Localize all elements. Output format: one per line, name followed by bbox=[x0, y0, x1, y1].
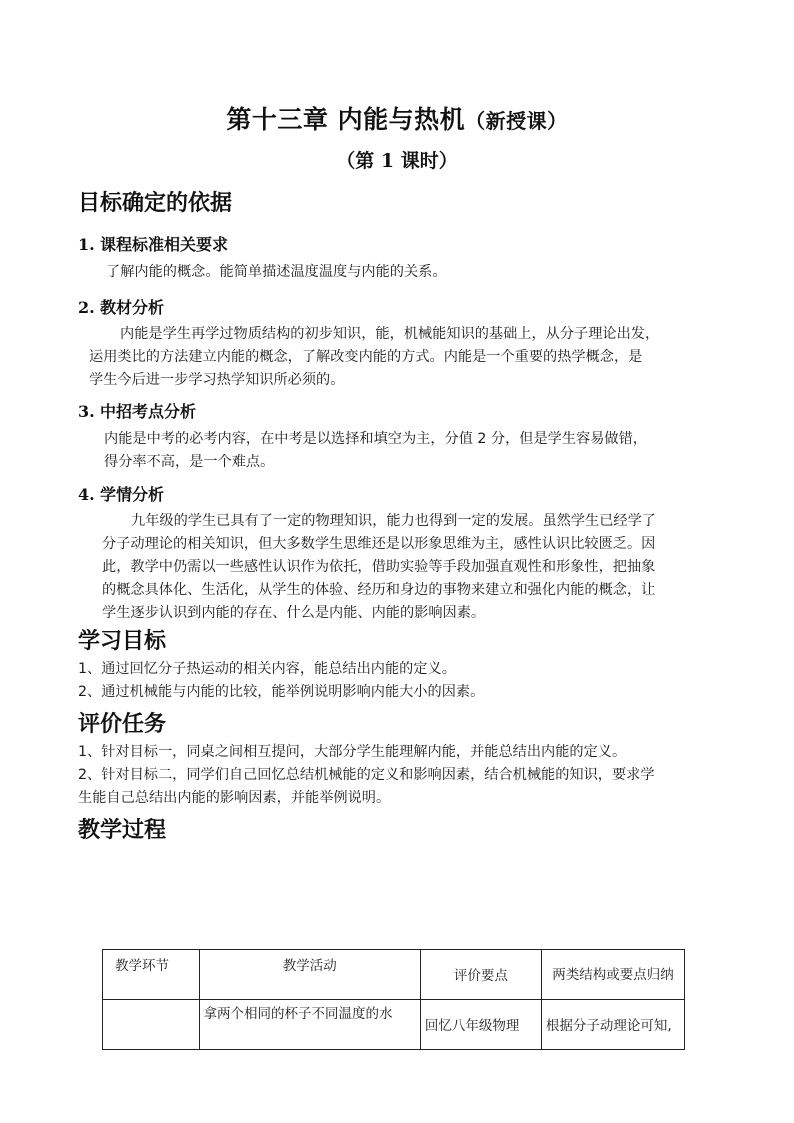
subheading-number: 1. bbox=[78, 235, 95, 254]
subheading-label: 教材分析 bbox=[100, 298, 165, 317]
page-title bbox=[0, 100, 794, 136]
table-header-cell: 评价要点 bbox=[420, 950, 541, 1000]
learners-line-3: 此，教学中仍需以一些感性认识作为依托，借助实验等手段加强直观性和形象性，把抽象 bbox=[102, 559, 656, 575]
learners-line-1: 九年级的学生已具有了一定的物理知识，能力也得到一定的发展。虽然学生已经学了 bbox=[131, 513, 656, 529]
table-cell: 根据分子动理论可知, bbox=[541, 1000, 684, 1050]
subheading-number: 4. bbox=[78, 485, 95, 504]
subheading-label: 学情分析 bbox=[100, 485, 165, 504]
table-header-cell: 教学活动 bbox=[199, 950, 420, 1000]
task-item-1: 1、针对目标一，同桌之间相互提问，大部分学生能理解内能，并能总结出内能的定义。 bbox=[78, 744, 627, 760]
section-heading-process: 教学过程 bbox=[78, 817, 167, 843]
section-heading-tasks: 评价任务 bbox=[78, 711, 167, 737]
section-heading-basis: 目标确定的依据 bbox=[78, 190, 233, 216]
table-cell: 回忆八年级物理 bbox=[420, 1000, 541, 1050]
section-heading-goals: 学习目标 bbox=[78, 628, 167, 654]
subheading-label: 课程标准相关要求 bbox=[100, 235, 229, 254]
subheading-number: 2. bbox=[78, 298, 95, 317]
subheading-label: 中招考点分析 bbox=[100, 402, 197, 421]
task-item-2-line-2: 生能自己总结出内能的影响因素，并能举例说明。 bbox=[78, 790, 391, 806]
subheading-exam bbox=[78, 399, 196, 422]
subheading-number: 3. bbox=[78, 402, 95, 421]
learners-line-2: 分子动理论的相关知识，但大多数学生思维还是以形象思维为主，感性认识比较匮乏。因 bbox=[102, 536, 656, 552]
page-subtitle: （第 1 课时） bbox=[336, 150, 458, 172]
title-main: 第十三章 内能与热机 bbox=[226, 105, 466, 134]
table-header-cell: 教学环节 bbox=[103, 950, 200, 1000]
learners-line-4: 的概念具体化、生活化，从学生的体验、经历和身边的事物来建立和强化内能的概念，让 bbox=[102, 582, 656, 598]
title-paren: （新授课） bbox=[465, 109, 568, 133]
table-cell: 拿两个相同的杯子不同温度的水 bbox=[199, 1000, 420, 1050]
table-row bbox=[103, 1000, 685, 1050]
exam-line-2: 得分率不高，是一个难点。 bbox=[104, 454, 275, 470]
task-item-2-line-1: 2、针对目标二，同学们自己回忆总结机械能的定义和影响因素，结合机械能的知识，要求学 bbox=[78, 767, 655, 783]
exam-line-1: 内能是中考的必考内容，在中考是以选择和填空为主，分值 2 分，但是学生容易做错， bbox=[104, 431, 647, 447]
learners-line-5: 学生逐步认识到内能的存在、什么是内能、内能的影响因素。 bbox=[102, 605, 486, 621]
teaching-process-table bbox=[102, 949, 685, 1050]
goal-item-1: 1、通过回忆分子热运动的相关内容，能总结出内能的定义。 bbox=[78, 661, 456, 677]
table-cell bbox=[103, 1000, 200, 1050]
subheading-learners bbox=[78, 482, 164, 505]
curriculum-text: 了解内能的概念。能简单描述温度温度与内能的关系。 bbox=[106, 264, 447, 280]
textbook-line-1: 内能是学生再学过物质结构的初步知识，能，机械能知识的基础上，从分子理论出发， bbox=[120, 326, 660, 342]
goal-item-2: 2、通过机械能与内能的比较，能举例说明影响内能大小的因素。 bbox=[78, 684, 485, 700]
textbook-line-3: 学生今后进一步学习热学知识所必须的。 bbox=[89, 372, 345, 388]
table-header-row bbox=[103, 950, 685, 1000]
table-header-cell: 两类结构或要点归纳 bbox=[541, 950, 684, 1000]
textbook-line-2: 运用类比的方法建立内能的概念，了解改变内能的方式。内能是一个重要的热学概念，是 bbox=[89, 349, 643, 365]
subheading-curriculum bbox=[78, 232, 228, 255]
subheading-textbook bbox=[78, 295, 164, 318]
